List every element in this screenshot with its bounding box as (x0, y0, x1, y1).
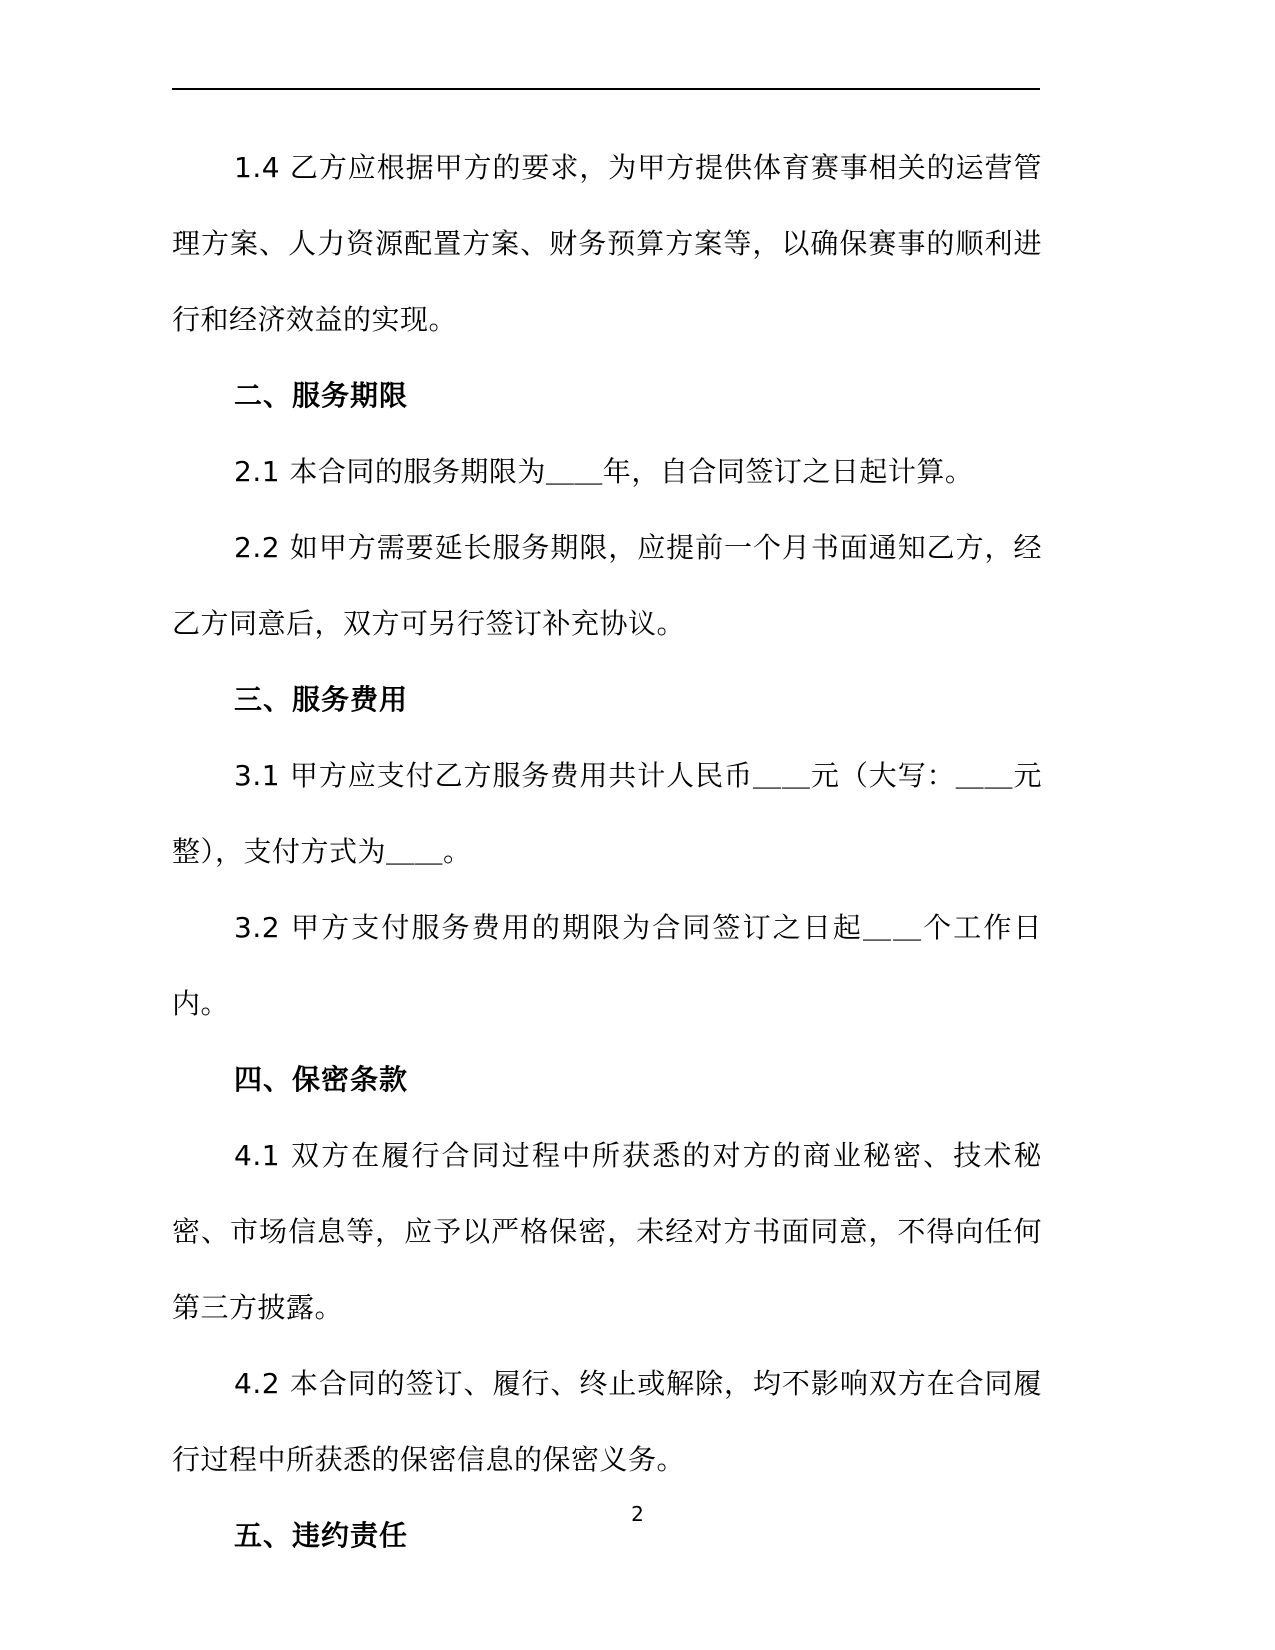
clause-4-2: 4.2 本合同的签订、履行、终止或解除，均不影响双方在合同履行过程中所获悉的保密信息的保密义务。 (172, 1367, 1042, 1476)
section-3-heading: 三、服务费用 (234, 683, 409, 716)
clause-3-1: 3.1 甲方应支付乙方服务费用共计人民币＿＿元（大写：＿＿元整），支付方式为＿＿。 (172, 759, 1042, 868)
section-4-heading: 四、保密条款 (234, 1063, 409, 1096)
section-2-heading: 二、服务期限 (234, 379, 409, 412)
clause-1-4: 1.4 乙方应根据甲方的要求，为甲方提供体育赛事相关的运营管理方案、人力资源配置方案、财务预算方案等，以确保赛事的顺利进行和经济效益的实现。 (172, 151, 1042, 336)
page-number: 2 (631, 1502, 644, 1526)
clause-3-2: 3.2 甲方支付服务费用的期限为合同签订之日起＿＿个工作日内。 (172, 911, 1042, 1020)
clause-4-1: 4.1 双方在履行合同过程中所获悉的对方的商业秘密、技术秘密、市场信息等，应予以严格保密，未经对方书面同意，不得向任何第三方披露。 (172, 1139, 1042, 1324)
clause-2-1: 2.1 本合同的服务期限为＿＿年，自合同签订之日起计算。 (234, 455, 974, 488)
section-5-heading: 五、违约责任 (234, 1519, 409, 1552)
header-divider (172, 88, 1040, 90)
clause-2-2: 2.2 如甲方需要延长服务期限，应提前一个月书面通知乙方，经乙方同意后，双方可另行签订补充协议。 (172, 531, 1042, 640)
document-body (172, 130, 1042, 1574)
